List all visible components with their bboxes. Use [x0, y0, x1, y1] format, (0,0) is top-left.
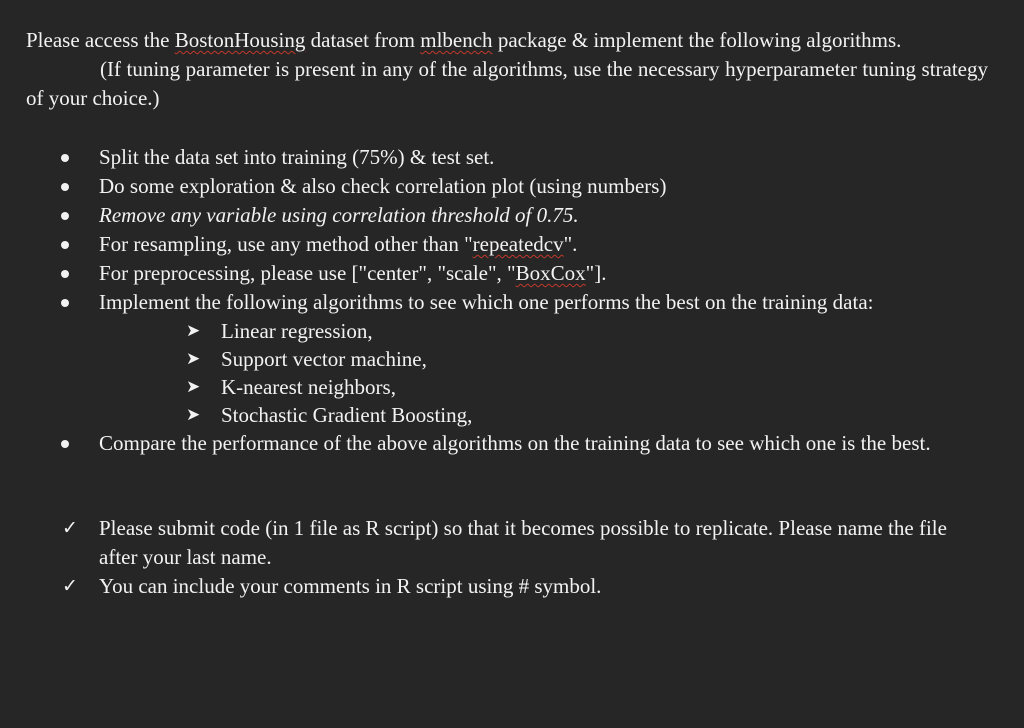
algorithm-item — [26, 401, 988, 429]
task-list-continued — [26, 429, 988, 458]
task-item — [26, 172, 988, 201]
arrowhead-icon: ➤ — [186, 321, 201, 340]
task-item — [26, 259, 988, 288]
algorithm-item — [26, 373, 988, 401]
dataset-name: BostonHousing — [174, 28, 306, 52]
intro-text-mid: dataset from — [305, 28, 421, 52]
preprocess-method: BoxCox — [515, 261, 586, 285]
note-item — [26, 572, 988, 601]
task-list — [26, 143, 988, 317]
task-text: Remove any variable using correlation threshold of 0.75. — [99, 203, 579, 227]
arrowhead-icon: ➤ — [186, 405, 201, 424]
task-item — [26, 429, 988, 458]
intro-text-start: Please access the — [26, 28, 175, 52]
bullet-icon — [61, 183, 69, 191]
task-text: Compare the performance of the above algorithms on the training data to see which one is the best. — [99, 431, 931, 455]
task-item — [26, 143, 988, 172]
algorithm-text: Support vector machine, — [221, 347, 427, 371]
arrowhead-icon: ➤ — [186, 349, 201, 368]
bullet-icon — [61, 212, 69, 220]
bullet-icon — [61, 440, 69, 448]
note-text: You can include your comments in R script using # symbol. — [99, 574, 602, 598]
task-text-prefix: For resampling, use any method other than " — [99, 232, 473, 256]
algorithm-text: K-nearest neighbors, — [221, 375, 396, 399]
task-item — [26, 201, 988, 230]
task-text-suffix: "]. — [585, 261, 607, 285]
note-item — [26, 514, 988, 572]
submission-notes — [26, 514, 988, 601]
bullet-icon — [61, 299, 69, 307]
arrowhead-icon: ➤ — [186, 377, 201, 396]
intro-paragraph — [26, 26, 988, 55]
resampling-method: repeatedcv — [472, 232, 564, 256]
algorithm-text: Linear regression, — [221, 319, 373, 343]
bullet-icon — [61, 241, 69, 249]
algorithm-item — [26, 345, 988, 373]
algorithm-item — [26, 317, 988, 345]
checkmark-icon: ✓ — [62, 517, 78, 539]
tuning-note-paragraph: (If tuning parameter is present in any of the algorithms, use the necessary hyperparameter tuning strategy of your choice.) — [26, 57, 988, 110]
checkmark-icon: ✓ — [62, 575, 78, 597]
task-item — [26, 288, 988, 317]
task-text: Split the data set into training (75%) & test set. — [99, 145, 495, 169]
task-text-suffix: ". — [563, 232, 578, 256]
task-text-prefix: For preprocessing, please use ["center", "scale", " — [99, 261, 516, 285]
task-text: Implement the following algorithms to see which one performs the best on the training data: — [99, 290, 874, 314]
task-text: Do some exploration & also check correlation plot (using numbers) — [99, 174, 667, 198]
package-name: mlbench — [420, 28, 493, 52]
algorithm-list — [26, 317, 988, 429]
intro-text-end: package & implement the following algorithms. — [492, 28, 902, 52]
document-page — [26, 26, 988, 601]
note-text: Please submit code (in 1 file as R script) so that it becomes possible to replicate. Please name the file after your last name. — [99, 516, 947, 569]
algorithm-text: Stochastic Gradient Boosting, — [221, 403, 473, 427]
task-item — [26, 230, 988, 259]
bullet-icon — [61, 154, 69, 162]
bullet-icon — [61, 270, 69, 278]
